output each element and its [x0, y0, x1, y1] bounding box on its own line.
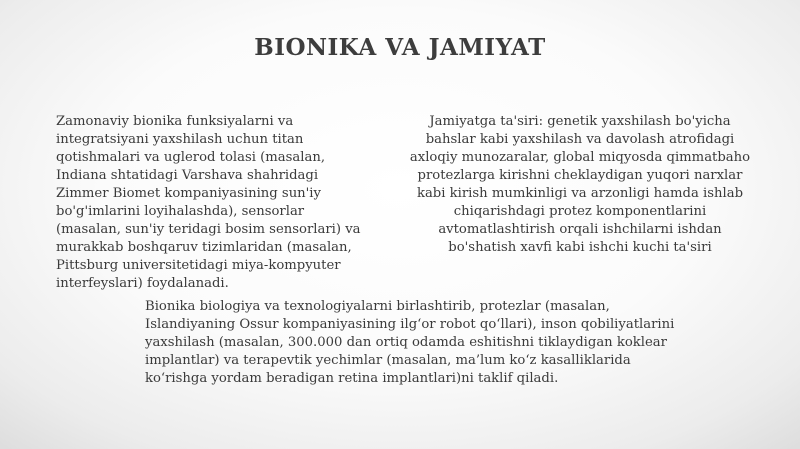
bottom-paragraph: Bionika biologiya va texnologiyalarni birlashtirib, protezlar (masalan, Islandiyaning Ossur kompaniyasining ilg‘or robot qo‘llari), inson qobiliyatlarini yaxshilash (masalan, 300.000 dan ortiq odamda eshitishni tiklaydigan koklear implantlar) va terapevtik yechimlar (masalan, ma’lum ko‘z kasalliklarida ko‘rishga yordam beradigan retina implantlari)ni taklif qiladi. [145, 299, 675, 386]
slide-title: BIONIKA VA JAMIYAT [254, 34, 546, 61]
right-paragraph: Jamiyatga ta'siri: genetik yaxshilash bo'yicha bahslar kabi yaxshilash va davolash atrofidagi axloqiy munozaralar, global miqyosda qimmatbaho protezlarga kirishni cheklaydigan yuqori narxlar kabi kirish mumkinligi va arzonligi hamda ishlab chiqarishdagi protez komponentlarini avtomatlashtirish orqali ishchilarni ishdan bo'shatish xavfi kabi ishchi kuchi ta'siri [409, 114, 751, 255]
left-paragraph: Zamonaviy bionika funksiyalarni va integratsiyani yaxshilash uchun titan qotishmalari va uglerod tolasi (masalan, Indiana shtatidagi Varshava shahridagi Zimmer Biomet kompaniyasining sun'iy bo'g'imlarini loyihalashda), sensorlar (masalan, sun'iy teridagi bosim sensorlari) va murakkab boshqaruv tizimlaridan (masalan, Pittsburg universitetidagi miya-kompyuter interfeyslari) foydalanadi. [56, 114, 361, 291]
